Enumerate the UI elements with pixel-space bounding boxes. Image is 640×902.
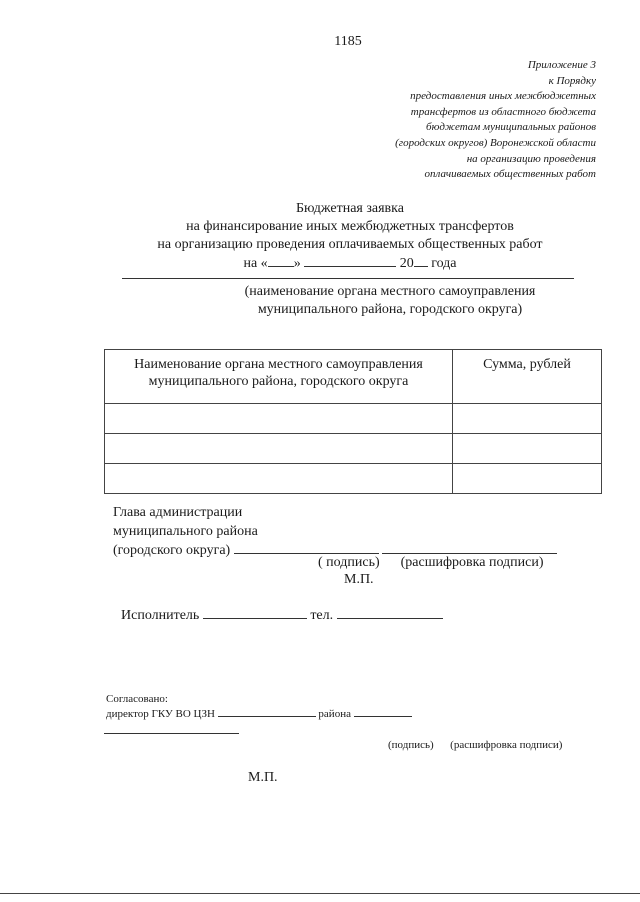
table-cell [105, 434, 453, 464]
appendix-line: бюджетам муниципальных районов [426, 121, 596, 134]
table-cell [453, 434, 602, 464]
executor-blank [203, 606, 307, 619]
appendix-line: предоставления иных межбюджетных [410, 90, 596, 103]
table-cell [105, 404, 453, 434]
appendix-line: трансфертов из областного бюджета [410, 105, 596, 118]
agreed-stamp-placeholder: М.П. [248, 770, 278, 785]
page-bottom-rule [0, 893, 640, 894]
title-line-2: на финансирование иных межбюджетных трансфертов [186, 219, 514, 234]
agreed-label: Согласовано: [106, 693, 168, 705]
page-number: 1185 [334, 34, 362, 49]
head-signature-caption [318, 555, 544, 571]
caption-signature: ( подпись) [318, 555, 380, 570]
date-prefix: на « [243, 256, 268, 271]
title-line-3: на организацию проведения оплачиваемых общественных работ [157, 237, 543, 252]
column-header-org-line-1: Наименование органа местного самоуправления [134, 357, 423, 372]
table-cell [105, 464, 453, 494]
head-title-line-3-text: (городского округа) [113, 543, 231, 558]
org-caption-line-1: (наименование органа местного самоуправления [244, 284, 536, 299]
executor-line [121, 606, 443, 624]
org-name-underline [122, 278, 574, 279]
district-blank [354, 707, 412, 717]
signature-blank [234, 541, 379, 554]
table-row [105, 434, 602, 464]
title-line-1: Бюджетная заявка [296, 201, 404, 216]
month-blank [304, 254, 396, 267]
appendix-line: к Порядку [548, 74, 596, 87]
table-cell [453, 464, 602, 494]
executor-label: Исполнитель [121, 608, 200, 623]
org-caption [80, 283, 640, 319]
title-date-line [60, 254, 640, 273]
date-year: 20 [399, 256, 414, 271]
district-label: района [318, 708, 351, 720]
decode-blank [382, 541, 557, 554]
column-header-org-line-2: муниципального района, городского округа [148, 374, 409, 389]
date-mid: » [293, 256, 301, 271]
stamp-placeholder: М.П. [344, 572, 374, 587]
head-title-line-2: муниципального района [113, 524, 258, 539]
director-label: директор ГКУ ВО ЦЗН [106, 708, 215, 720]
agreed-signature-caption [388, 739, 562, 751]
agreed-signature-underline [104, 733, 239, 734]
org-caption-line-2: муниципального района, городского округа) [257, 302, 523, 317]
table-cell [453, 404, 602, 434]
column-header-sum: Сумма, рублей [453, 350, 602, 404]
table-row [105, 464, 602, 494]
director-blank [218, 707, 316, 717]
appendix-line: на организацию проведения [466, 152, 596, 165]
agreed-block [106, 692, 412, 722]
agreed-caption-signature: (подпись) [388, 739, 434, 751]
budget-table [104, 349, 602, 494]
head-title-line-1: Глава администрации [113, 505, 243, 520]
day-blank [268, 254, 294, 267]
appendix-header [296, 58, 596, 183]
appendix-line: (городских округов) Воронежской области [395, 136, 596, 149]
caption-decode: (расшифровка подписи) [400, 555, 544, 570]
year-blank [414, 254, 428, 267]
phone-blank [337, 606, 443, 619]
appendix-line: оплачиваемых общественных работ [424, 168, 596, 181]
table-row [105, 404, 602, 434]
agreed-caption-decode: (расшифровка подписи) [450, 739, 563, 751]
table-header-row [105, 350, 602, 404]
appendix-line: Приложение 3 [527, 59, 596, 71]
date-suffix: года [431, 256, 457, 271]
phone-label: тел. [310, 608, 334, 623]
agreed-director-line [106, 707, 412, 722]
head-signature-block [113, 503, 557, 560]
column-header-org [105, 350, 453, 404]
document-title [60, 200, 640, 273]
